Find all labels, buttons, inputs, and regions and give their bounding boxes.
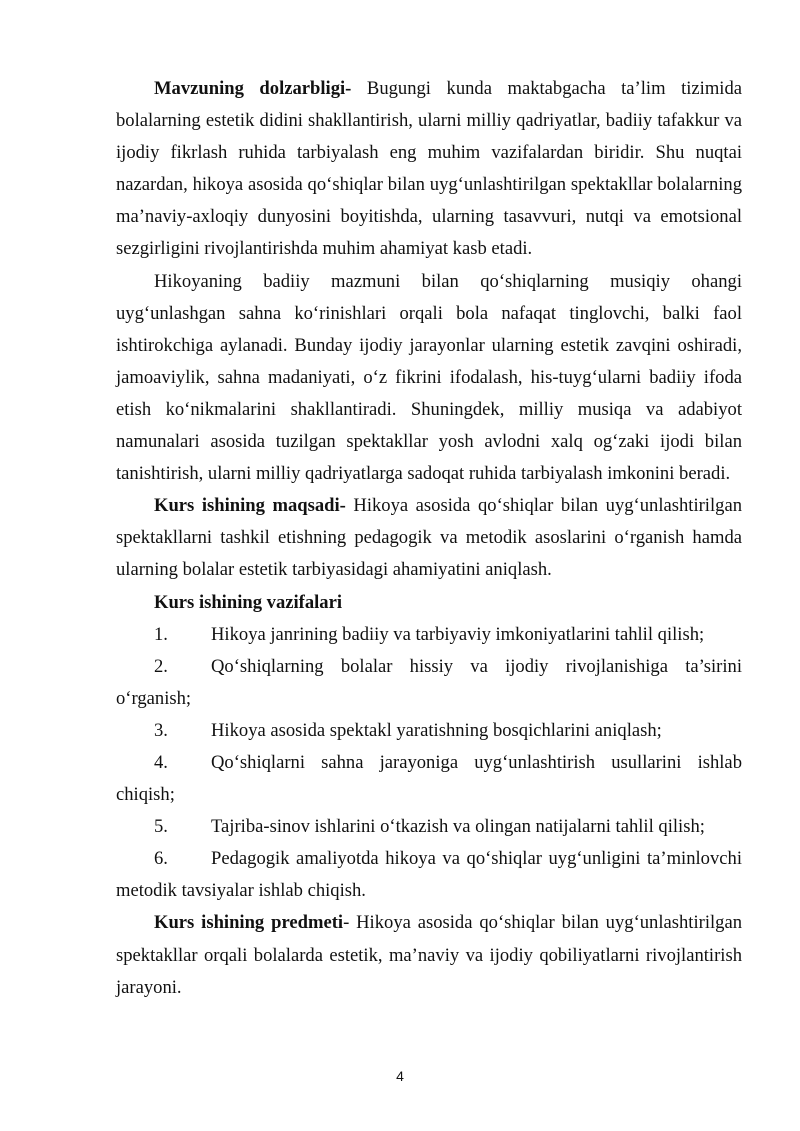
task-item-3: 3. Hikoya asosida spektakl yaratishning bosqichlarini aniqlash; [154,719,662,741]
task-item-1: 1. Hikoya janrining badiiy va tarbiyaviy imkoniyatlarini tahlil qilish; [154,623,705,645]
relevance-paragraph [116,73,742,266]
relevance-label: Mavzuning dolzarbligi- [154,78,352,99]
task-item-2: 2. Qo‘shiqlarning bolalar hissiy va ijodiy rivojlanishiga ta’sirini o‘rganish; [116,655,742,709]
relevance-text: Bugungi kunda maktabgacha ta’lim tizimida bolalarning estetik didini shakllantirish, ularni milliy qadriyatlar, badiiy tafakkur va ijodiy fikrlash ruhida tarbiyalash eng muhim vazifalardan biridir. Shu nuqtai nazardan, hikoya asosida qo‘shiqlar bilan uyg‘unlashtirilgan spektakllar bolalarning ma’naviy-axloqiy dunyosini boyitishda, ularning tasavvuri, nutqi va emotsional sezgirligini rivojlantirishda muhim ahamiyat kasb etadi. [116,78,743,260]
page-number: 4 [396,1068,404,1084]
task-item-5: 5. Tajriba-sinov ishlarini o‘tkazish va olingan natijalarni tahlil qilish; [154,816,705,838]
tasks-heading: Kurs ishining vazifalari [154,591,343,613]
subject-paragraph [116,907,742,1003]
body-text [116,73,742,1004]
subject-label: Kurs ishining predmeti [154,912,344,934]
story-paragraph: Hikoyaning badiiy mazmuni bilan qo‘shiqlarning musiqiy ohangi uyg‘unlashgan sahna ko‘rinishlari orqali bola nafaqat tinglovchi, balki faol ishtirokchiga aylanadi. Bunday ijodiy jarayonlar ularning estetik zavqini oshiradi, jamoaviylik, sahna madaniyati, o‘z fikrini ifodalash, his-tuyg‘ularni badiiy ifoda etish ko‘nikmalarini shakllantiradi. Shuningdek, milliy musiqa va adabiyot namunalari asosida tuzilgan spektakllar yosh avlodni xalq og‘zaki ijodi bilan tanishtirish, ularni milliy qadriyatlarga sadoqat ruhida tarbiyalash imkonini beradi. [116,270,742,485]
task-item-4: 4. Qo‘shiqlarni sahna jarayoniga uyg‘unlashtirish usullarini ishlab chiqish; [116,751,742,806]
task-item-6: 6. Pedagogik amaliyotda hikoya va qo‘shiqlar uyg‘unligini ta’minlovchi metodik tavsiyalar ishlab chiqish. [116,848,742,902]
goal-label: Kurs ishining maqsadi- [154,495,346,517]
goal-paragraph [116,490,742,586]
subject-text: - Hikoya asosida qo‘shiqlar bilan uyg‘unlashtirilgan spektakllar orqali bolalarda estetik, ma’naviy va ijodiy qobiliyatlarni rivojlantirish jarayoni. [116,912,743,998]
goal-text: Hikoya asosida qo‘shiqlar bilan uyg‘unlashtirilgan spektakllarni tashkil etishning pedagogik va metodik asoslarini o‘rganish hamda ularning bolalar estetik tarbiyasidagi ahamiyatini aniqlash. [116,495,742,581]
